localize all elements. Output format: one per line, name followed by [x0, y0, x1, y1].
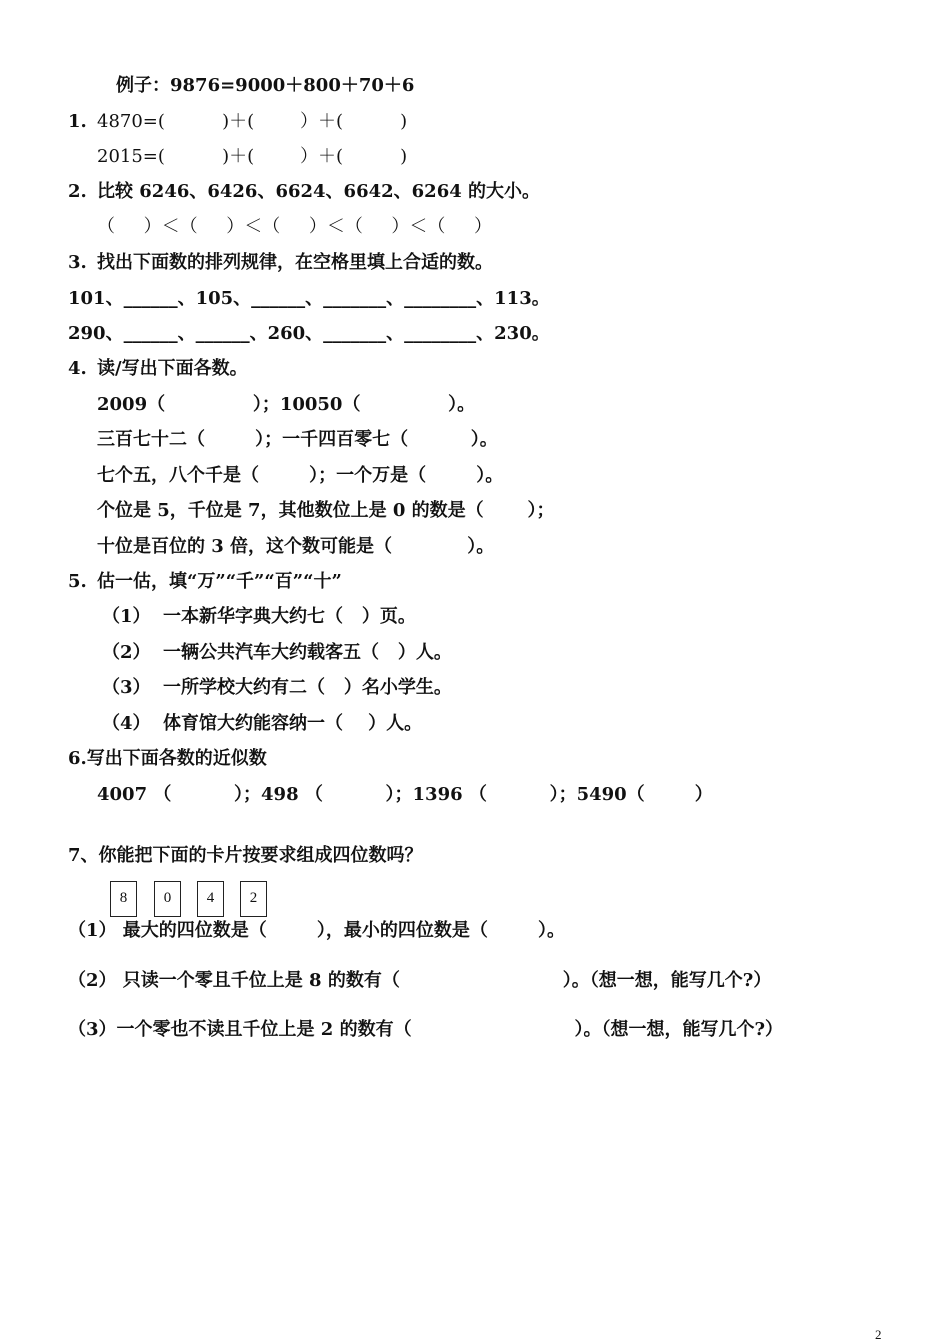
- q5-text: 估一估，填“万”“千”“百”“十”: [97, 571, 342, 592]
- q3-sequence-1: 101、______、105、______、_______、________、113。: [68, 288, 550, 309]
- q7-sub-2: （2） 只读一个零且千位上是 8 的数有（ ）。（想一想，能写几个?）: [68, 970, 772, 991]
- q5-number: 5.: [68, 571, 87, 592]
- q2-answer-blanks: （ ）＜（ ）＜（ ）＜（ ）＜（ ）: [97, 216, 493, 237]
- q7-text: 7、你能把下面的卡片按要求组成四位数吗？: [68, 845, 423, 866]
- q5-item-1: （1） 一本新华字典大约七（ ）页。: [102, 606, 416, 627]
- q7-sub-3: （3）一个零也不读且千位上是 2 的数有（ ）。（想一想，能写几个?）: [68, 1019, 784, 1040]
- number-card-4: 2: [240, 881, 267, 917]
- q6-line: 4007 （ ）；498 （ ）；1396 （ ）；5490（ ）: [97, 784, 713, 805]
- q5-item-2: （2） 一辆公共汽车大约载客五（ ）人。: [102, 642, 452, 663]
- q3-text: 找出下面数的排列规律，在空格里填上合适的数。: [97, 252, 493, 273]
- q2-text: 比较 6246、6426、6624、6642、6264 的大小。: [97, 181, 541, 202]
- q3-sequence-2: 290、______、______、260、_______、________、230。: [68, 323, 550, 344]
- example-line: 例子：9876=9000＋800＋70＋6: [116, 75, 415, 96]
- q4-line-5: 十位是百位的 3 倍，这个数可能是（ ）。: [97, 536, 495, 557]
- q2-number: 2.: [68, 181, 87, 202]
- q3-number: 3.: [68, 252, 87, 273]
- number-card-1: 8: [110, 881, 137, 917]
- q4-line-3: 七个五，八个千是（ ）；一个万是（ ）。: [97, 465, 504, 486]
- q1-line-1: 4870=( )＋( ）＋( ): [97, 111, 408, 132]
- q6-text: 6.写出下面各数的近似数: [68, 748, 267, 769]
- q5-item-3: （3） 一所学校大约有二（ ）名小学生。: [102, 677, 452, 698]
- q1-number: 1.: [68, 111, 87, 132]
- q4-number: 4.: [68, 358, 87, 379]
- q4-text: 读/写出下面各数。: [97, 358, 248, 379]
- q5-item-4: （4） 体育馆大约能容纳一（ ）人。: [102, 713, 423, 734]
- q1-line-2: 2015=( )＋( ）＋( ): [97, 146, 408, 167]
- q7-sub-1: （1） 最大的四位数是（ ），最小的四位数是（ ）。: [68, 920, 566, 941]
- page-number: 2: [875, 1327, 882, 1342]
- q4-line-2: 三百七十二（ ）；一千四百零七（ ）。: [97, 429, 498, 450]
- number-card-2: 0: [154, 881, 181, 917]
- number-card-3: 4: [197, 881, 224, 917]
- q4-line-4: 个位是 5，千位是 7，其他数位上是 0 的数是（ ）；: [97, 500, 555, 521]
- q4-line-1: 2009（ ）；10050（ ）。: [97, 394, 476, 415]
